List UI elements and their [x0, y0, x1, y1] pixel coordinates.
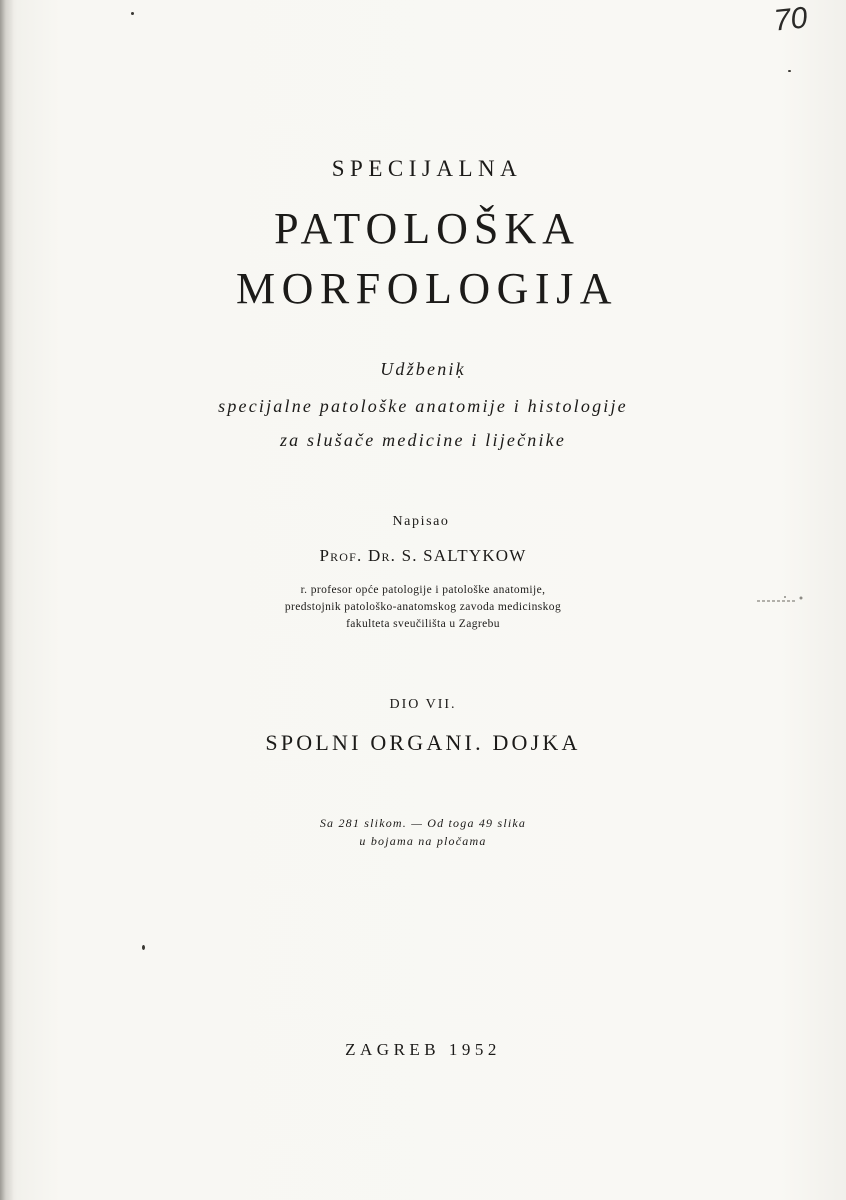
main-title-line-1: PATOLOŠKA: [274, 204, 580, 253]
part-number: DIO VII.: [389, 697, 457, 712]
author-affiliation-line-2: predstojnik patološko-anatomskog zavoda medicinskog: [284, 601, 562, 613]
ink-speck: [788, 70, 791, 72]
subtitle-line-2: specijalne patološke anatomije i histologije: [218, 396, 628, 416]
svg-text:70: 70: [772, 1, 809, 38]
main-title-line-2: MORFOLOGIJA: [236, 264, 618, 313]
author-title-dr: Dr.: [367, 546, 397, 565]
subtitle-line-1: Udžbenik: [380, 359, 466, 379]
written-by-label: Napisao: [392, 514, 450, 529]
publication-place-year: ZAGREB 1952: [345, 1040, 501, 1059]
author-affiliation-line-3: fakulteta sveučilišta u Zagrebu: [346, 618, 500, 630]
illustrations-note-line-1: Sa 281 slikom. — Od toga 49 slika: [319, 816, 527, 830]
ink-speck: [131, 12, 134, 15]
illustrations-note-line-2: u bojama na pločama: [359, 834, 487, 848]
handwritten-page-number: [770, 0, 830, 40]
subtitle-line-3: za slušače medicine i liječnike: [279, 430, 567, 450]
author-name: S. SALTYKOW: [401, 546, 527, 565]
author-affiliation-line-1: r. profesor opće patologije i patološke anatomije,: [300, 584, 546, 596]
ink-speck: [142, 945, 145, 950]
section-title: SPOLNI ORGANI. DOJKA: [265, 730, 581, 755]
author-title-prof: Prof.: [319, 546, 363, 565]
series-heading: SPECIJALNA: [331, 156, 523, 181]
author-line: [0, 546, 846, 566]
